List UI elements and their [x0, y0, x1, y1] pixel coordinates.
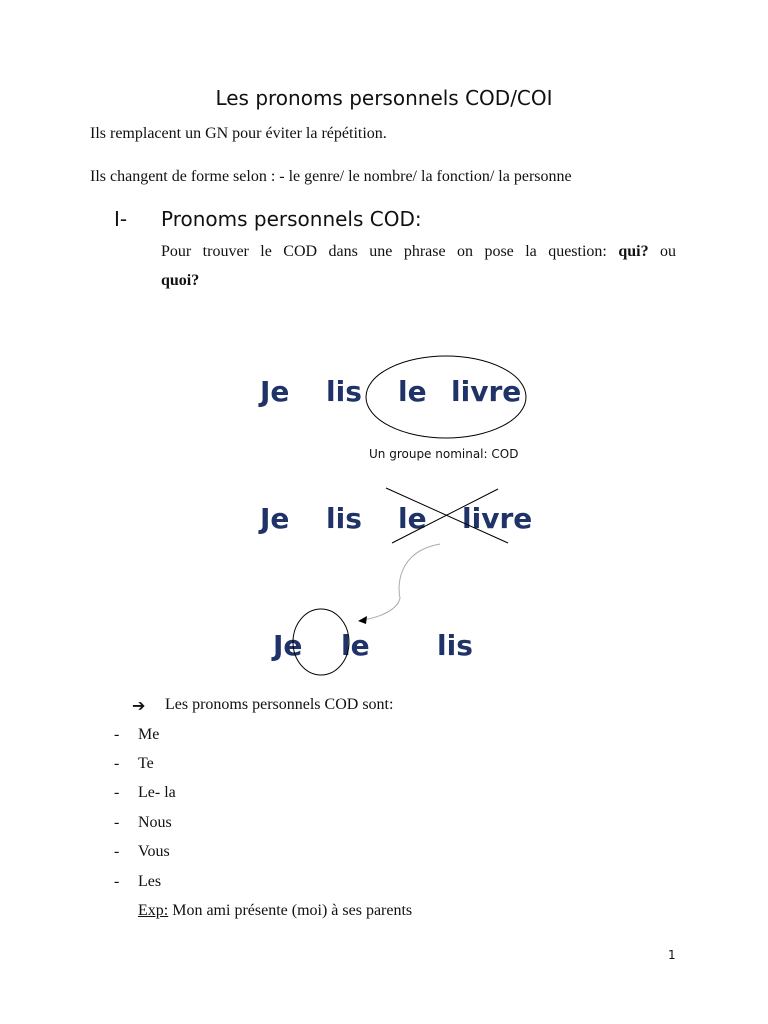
sentence2-word-le: le	[398, 502, 427, 535]
section-number: I-	[114, 207, 128, 231]
cod-ellipse	[366, 356, 526, 438]
list-item: Les	[138, 873, 162, 890]
strike-line-2	[392, 489, 498, 543]
list-item: Le- la	[138, 784, 176, 801]
example-line	[138, 902, 412, 920]
question-text: Pour trouver le COD dans une phrase on pose la question:	[161, 243, 607, 260]
list-intro-text: Les pronoms personnels COD sont:	[165, 696, 394, 713]
list-item: Vous	[138, 843, 170, 860]
list-item: Te	[138, 755, 154, 772]
list-dash: -	[114, 784, 120, 801]
sentence1-word-je: Je	[260, 375, 290, 408]
example-text: Mon ami présente (moi) à ses parents	[168, 902, 413, 919]
intro-paragraph-2: Ils changent de forme selon : - le genre/ le nombre/ la fonction/ la personne	[90, 168, 572, 185]
sentence1-word-livre: livre	[451, 375, 522, 408]
question-word-qui: qui?	[618, 243, 649, 260]
list-dash: -	[114, 873, 120, 890]
pronoun-circle	[293, 609, 349, 675]
sentence3-word-lis: lis	[437, 629, 473, 662]
section-title: Pronoms personnels COD:	[161, 207, 422, 231]
list-dash: -	[114, 755, 120, 772]
list-dash: -	[114, 843, 120, 860]
arrow-right-icon: ➔	[132, 696, 146, 715]
diagram-caption: Un groupe nominal: COD	[369, 447, 519, 461]
list-dash: -	[114, 726, 120, 743]
sentence3-word-je: Je	[273, 629, 303, 662]
sentence2-word-lis: lis	[326, 502, 362, 535]
sentence2-word-livre: livre	[462, 502, 533, 535]
sentence3-word-le: le	[341, 629, 370, 662]
list-item: Me	[138, 726, 160, 743]
question-word-quoi: quoi?	[161, 272, 200, 289]
list-dash: -	[114, 814, 120, 831]
arrow-head	[358, 616, 367, 624]
sentence1-word-le: le	[398, 375, 427, 408]
curved-arrow-line	[362, 544, 440, 620]
sentence2-word-je: Je	[260, 502, 290, 535]
page-number: 1	[668, 948, 676, 962]
question-or: ou	[660, 243, 677, 260]
page-title: Les pronoms personnels COD/COI	[215, 86, 553, 110]
sentence1-word-lis: lis	[326, 375, 362, 408]
example-label: Exp:	[138, 902, 169, 919]
list-item: Nous	[138, 814, 172, 831]
intro-paragraph-1: Ils remplacent un GN pour éviter la répétition.	[90, 125, 387, 142]
